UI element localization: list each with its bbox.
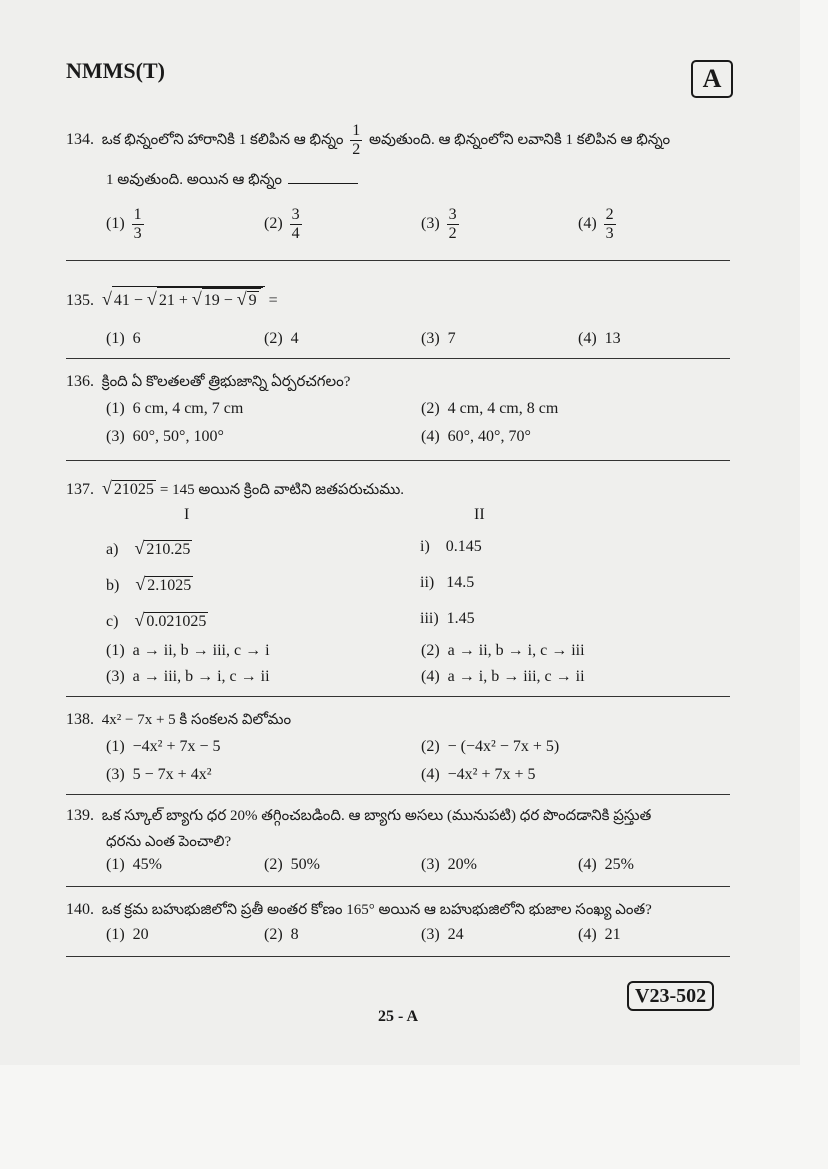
match-label: b) xyxy=(106,577,120,594)
option-value: −4x² + 7x − 5 xyxy=(132,738,221,755)
divider xyxy=(66,886,730,887)
option-137-2[interactable] xyxy=(421,642,585,660)
question-135 xyxy=(66,286,278,310)
radicand: 9 xyxy=(248,292,257,309)
denominator: 2 xyxy=(448,225,457,242)
option-137-3[interactable] xyxy=(106,668,270,686)
match-value: 14.5 xyxy=(446,574,475,591)
match-label: i) xyxy=(420,538,430,555)
numerator: 1 xyxy=(352,122,361,139)
option-137-1[interactable] xyxy=(106,642,270,660)
question-138 xyxy=(66,706,736,734)
option-138-4[interactable] xyxy=(421,766,536,784)
option-136-2[interactable] xyxy=(421,400,558,418)
answer-blank xyxy=(288,183,358,184)
set-code-box: A xyxy=(691,60,733,98)
option-value: 25% xyxy=(604,856,634,873)
fraction xyxy=(132,206,144,243)
question-number: 138. xyxy=(66,711,94,728)
option-value: a → ii, b → iii, c → i xyxy=(132,642,270,659)
option-value: 6 cm, 4 cm, 7 cm xyxy=(132,400,244,417)
option-label: (4) xyxy=(578,215,597,233)
match-label: a) xyxy=(106,541,119,558)
denominator: 4 xyxy=(291,225,300,242)
option-136-1[interactable] xyxy=(106,400,243,418)
option-135-3[interactable] xyxy=(421,330,456,348)
option-value: 13 xyxy=(604,330,621,347)
question-text: ధరను ఎంత పెంచాలి? xyxy=(106,834,232,850)
option-label: (3) xyxy=(421,215,440,233)
question-number: 134. xyxy=(66,130,94,148)
option-139-1[interactable] xyxy=(106,856,162,874)
numerator: 2 xyxy=(605,206,614,223)
option-137-4[interactable] xyxy=(421,668,585,686)
option-140-2[interactable] xyxy=(264,926,299,944)
option-label: (4) xyxy=(578,856,597,873)
option-label: (1) xyxy=(106,642,125,659)
option-134-4[interactable] xyxy=(578,206,619,243)
question-text: ఒక భిన్నంలోని హారానికి 1 కలిపిన ఆ భిన్నం xyxy=(101,131,344,148)
question-134 xyxy=(66,122,736,159)
option-value: 6 xyxy=(132,330,141,347)
radical-sign: √ xyxy=(102,478,112,498)
option-label: (3) xyxy=(421,856,440,873)
option-139-4[interactable] xyxy=(578,856,634,874)
option-136-3[interactable] xyxy=(106,428,224,446)
option-value: 4 cm, 4 cm, 8 cm xyxy=(447,400,559,417)
option-label: (3) xyxy=(106,668,125,685)
option-label: (1) xyxy=(106,400,125,417)
option-135-4[interactable] xyxy=(578,330,621,348)
question-139 xyxy=(66,802,736,830)
option-label: (2) xyxy=(264,330,283,347)
option-value: 7 xyxy=(447,330,456,347)
option-value: 4 xyxy=(290,330,299,347)
option-value: a → iii, b → i, c → ii xyxy=(132,668,270,685)
option-value: 21 xyxy=(604,926,621,943)
question-number: 135. xyxy=(66,292,94,309)
option-138-3[interactable] xyxy=(106,766,212,784)
match-left-c xyxy=(106,610,208,631)
question-text: 4x² − 7x + 5 కి సంకలన విలోమం xyxy=(101,712,292,728)
match-label: c) xyxy=(106,613,119,630)
radicand xyxy=(202,288,261,310)
denominator: 3 xyxy=(133,225,142,242)
option-label: (1) xyxy=(106,738,125,755)
radical-sign: √ xyxy=(134,538,145,558)
radicand: 21025 xyxy=(113,481,154,498)
option-134-3[interactable] xyxy=(421,206,462,243)
question-text: క్రింది ఏ కొలతలతో త్రిభుజాన్ని ఏర్పరచగలం? xyxy=(101,374,351,390)
term: 21 + xyxy=(158,292,188,309)
option-label: (2) xyxy=(421,642,440,659)
option-label: (2) xyxy=(421,400,440,417)
question-134-line2 xyxy=(106,166,706,194)
option-value: a → i, b → iii, c → ii xyxy=(447,668,585,685)
question-text: ఒక స్కూల్ బ్యాగు ధర 20% తగ్గించబడింది. ఆ బ్యాగు అసలు (మునుపటి) ధర పొందడానికి ప్రస్తుత xyxy=(101,808,652,824)
option-140-3[interactable] xyxy=(421,926,464,944)
term: 41 − xyxy=(113,292,143,309)
divider xyxy=(66,696,730,697)
option-134-1[interactable] xyxy=(106,206,147,243)
option-138-2[interactable] xyxy=(421,738,559,756)
denominator: 3 xyxy=(605,225,614,242)
option-139-2[interactable] xyxy=(264,856,320,874)
numerator: 1 xyxy=(133,206,142,223)
option-label: (1) xyxy=(106,215,125,233)
option-label: (1) xyxy=(106,330,125,347)
numerator: 3 xyxy=(448,206,457,223)
option-label: (4) xyxy=(578,330,597,347)
option-label: (2) xyxy=(264,926,283,943)
match-value: 1.45 xyxy=(446,610,475,627)
option-140-4[interactable] xyxy=(578,926,621,944)
option-label: (4) xyxy=(421,766,440,783)
option-value: 60°, 50°, 100° xyxy=(132,428,224,445)
question-text: = 145 అయిన క్రింది వాటిని జతపరుచుము. xyxy=(159,482,405,498)
radical-sign: √ xyxy=(135,574,146,594)
option-135-2[interactable] xyxy=(264,330,299,348)
option-136-4[interactable] xyxy=(421,428,531,446)
option-value: 50% xyxy=(290,856,320,873)
option-label: (3) xyxy=(106,766,125,783)
column-heading-2: II xyxy=(474,506,485,523)
question-number: 139. xyxy=(66,807,94,824)
page-number: 25 - A xyxy=(378,1008,418,1025)
radical-sign: √ xyxy=(236,289,247,309)
match-right-ii xyxy=(420,574,474,592)
radicand xyxy=(157,287,263,310)
column-heading-1: I xyxy=(184,506,190,523)
question-text: ఒక క్రమ బహుభుజిలోని ప్రతీ అంతర కోణం 165° అయిన ఆ బహుభుజిలోని భుజాల సంఖ్య ఎంత? xyxy=(101,902,652,918)
match-left-b xyxy=(106,574,193,595)
divider xyxy=(66,794,730,795)
option-label: (1) xyxy=(106,926,125,943)
numerator: 3 xyxy=(291,206,300,223)
option-value: 8 xyxy=(290,926,299,943)
fraction xyxy=(290,206,302,243)
option-139-3[interactable] xyxy=(421,856,477,874)
question-number: 140. xyxy=(66,901,94,918)
option-value: 60°, 40°, 70° xyxy=(447,428,531,445)
option-label: (3) xyxy=(421,926,440,943)
question-number: 136. xyxy=(66,373,94,390)
divider xyxy=(66,358,730,359)
match-right-i xyxy=(420,538,482,556)
match-value: 0.021025 xyxy=(146,613,207,630)
question-136 xyxy=(66,368,736,396)
question-140 xyxy=(66,896,736,924)
option-value: 45% xyxy=(132,856,162,873)
option-label: (4) xyxy=(421,428,440,445)
match-right-iii xyxy=(420,610,475,628)
match-label: iii) xyxy=(420,610,439,627)
option-140-1[interactable] xyxy=(106,926,149,944)
radical-sign: √ xyxy=(191,289,202,309)
question-text: 1 అవుతుంది. అయిన ఆ భిన్నం xyxy=(106,172,282,188)
radical-sign: √ xyxy=(102,289,112,309)
denominator: 2 xyxy=(352,141,361,158)
paper-code-box: V23-502 xyxy=(627,981,714,1011)
match-left-a xyxy=(106,538,192,559)
option-value: a → ii, b → i, c → iii xyxy=(447,642,585,659)
option-label: (1) xyxy=(106,856,125,873)
term: 19 − xyxy=(203,292,233,309)
option-label: (3) xyxy=(106,428,125,445)
divider xyxy=(66,460,730,461)
question-text: అవుతుంది. ఆ భిన్నంలోని లవానికి 1 కలిపిన ఆ భిన్నం xyxy=(368,131,671,148)
option-value: −4x² + 7x + 5 xyxy=(447,766,536,783)
option-label: (3) xyxy=(421,330,440,347)
option-value: 20 xyxy=(132,926,149,943)
fraction xyxy=(447,206,459,243)
divider xyxy=(66,260,730,261)
option-label: (2) xyxy=(264,215,283,233)
option-label: (2) xyxy=(421,738,440,755)
option-label: (2) xyxy=(264,856,283,873)
radical-sign: √ xyxy=(146,289,157,309)
fraction xyxy=(604,206,616,243)
option-135-1[interactable] xyxy=(106,330,141,348)
option-label: (4) xyxy=(578,926,597,943)
exam-title: NMMS(T) xyxy=(66,58,165,83)
match-label: ii) xyxy=(420,574,435,591)
question-139-line2 xyxy=(106,828,706,856)
option-138-1[interactable] xyxy=(106,738,221,756)
option-value: 5 − 7x + 4x² xyxy=(132,766,212,783)
option-value: 20% xyxy=(447,856,477,873)
option-134-2[interactable] xyxy=(264,206,305,243)
match-value: 2.1025 xyxy=(147,577,192,594)
fraction xyxy=(350,122,362,159)
equals-sign: = xyxy=(268,292,278,309)
option-label: (4) xyxy=(421,668,440,685)
option-value: 24 xyxy=(447,926,464,943)
question-number: 137. xyxy=(66,481,94,498)
match-value: 0.145 xyxy=(445,538,482,555)
divider xyxy=(66,956,730,957)
radicand xyxy=(112,286,265,310)
question-137 xyxy=(66,478,404,502)
match-value: 210.25 xyxy=(146,541,191,558)
radical-sign: √ xyxy=(134,610,145,630)
option-value: − (−4x² − 7x + 5) xyxy=(447,738,560,755)
